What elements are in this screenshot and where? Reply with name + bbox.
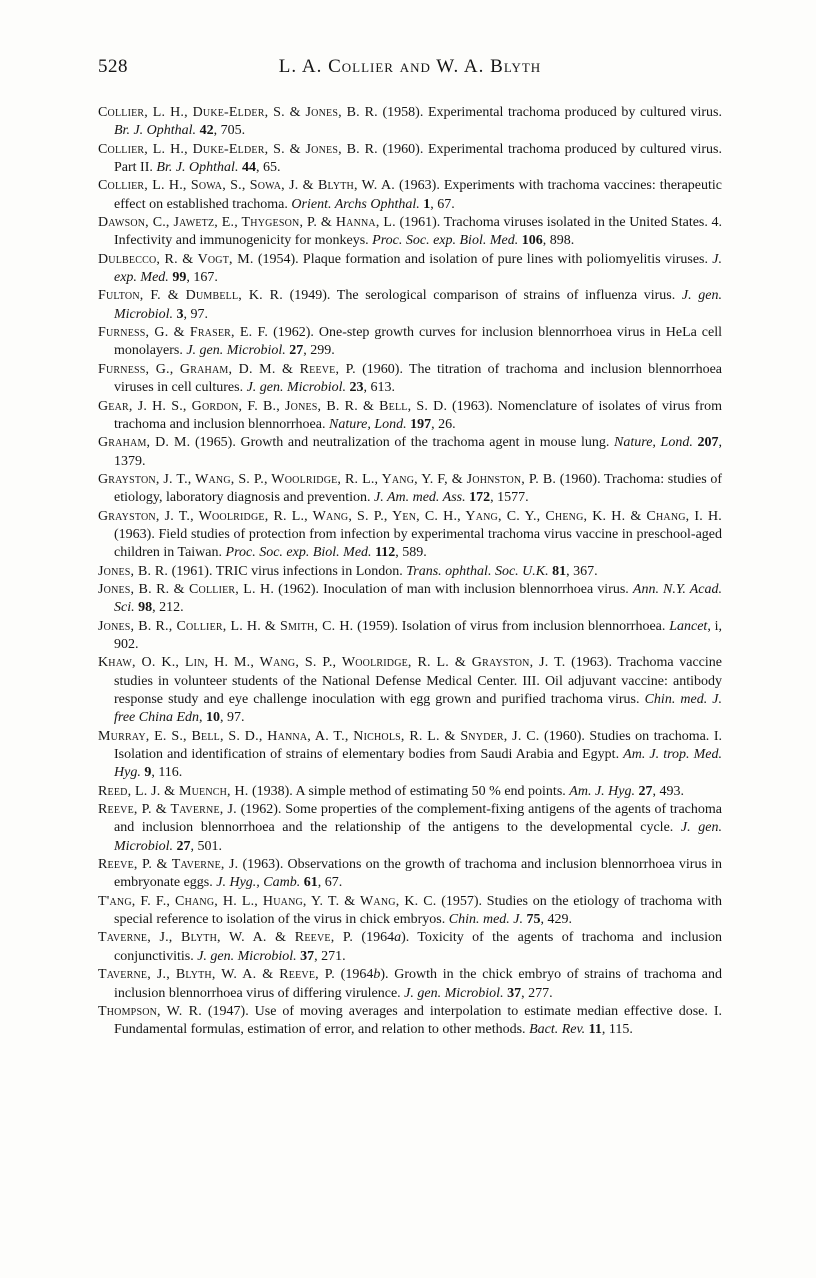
reference-segment: 99 [172, 270, 187, 286]
reference-segment: 1 [423, 196, 431, 212]
reference-segment: , 271. [314, 948, 346, 964]
reference-segment: (1962). Inoculation of man with inclusion blennorrhoea virus. [274, 581, 633, 597]
reference-segment: Jones, B. R. [98, 563, 169, 579]
reference-segment: , 898. [542, 233, 575, 249]
reference-segment: (1964 [334, 967, 374, 983]
reference-entry [98, 563, 722, 581]
reference-segment: 42 [199, 123, 214, 139]
reference-segment: J. gen. Microbiol. [404, 985, 504, 1001]
references-list [98, 104, 722, 1040]
reference-segment: , 299. [303, 343, 335, 359]
reference-segment: , 501. [190, 838, 222, 854]
reference-segment: Chin. med. J. free China Edn [114, 692, 723, 726]
reference-segment: Chin. med. J. [448, 912, 523, 928]
reference-entry [98, 728, 722, 783]
reference-segment: ). Toxicity of the agents of trachoma and inclusion conjunctivitis. [114, 930, 723, 964]
reference-segment: , 212. [152, 600, 184, 616]
reference-segment: 172 [469, 490, 491, 506]
reference-entry [98, 1003, 722, 1040]
reference-entry [98, 104, 722, 141]
reference-entry [98, 324, 722, 361]
reference-segment: Jones, B. R. & Collier, L. H. [98, 581, 275, 597]
reference-segment: J. gen. Microbiol. [197, 948, 297, 964]
reference-segment: , 67. [430, 196, 455, 212]
reference-segment: (1960). Studies on trachoma. I. Isolation and identification of strains of elementary bodies from Saudi Arabia and Egypt. [114, 728, 723, 763]
reference-segment: 106 [521, 233, 543, 249]
reference-segment: Br. J. Ophthal. [114, 123, 197, 139]
reference-entry [98, 893, 722, 930]
reference-segment: 197 [410, 416, 432, 432]
reference-segment: Gear, J. H. S., Gordon, F. B., Jones, B. R. & Bell, S. D. [98, 398, 448, 414]
reference-segment: , 277. [521, 985, 553, 1001]
reference-segment: 3 [176, 306, 184, 322]
reference-segment: Murray, E. S., Bell, S. D., Hanna, A. T., Nichols, R. L. & Snyder, J. C. [98, 728, 540, 744]
reference-segment: (1960). The titration of trachoma and inclusion blennorrhoea viruses in cell cultures. [114, 361, 723, 396]
reference-segment: Reed, L. J. & Muench, H. [98, 783, 249, 799]
reference-segment: (1961). Trachoma viruses isolated in the United States. 4. Infectivity and immunogenicity for monkeys. [114, 215, 722, 249]
reference-entry [98, 361, 722, 398]
reference-segment: 37 [300, 948, 315, 964]
reference-entry [98, 801, 722, 856]
reference-segment: 37 [507, 985, 522, 1001]
reference-entry [98, 654, 722, 727]
reference-segment: (1962). Some properties of the complement-fixing antigens of the agents of trachoma and inclusion blennorrhoea and the relationship of the antigens to the developmental cycle. [114, 802, 722, 836]
reference-segment: Reeve, P. & Taverne, J. [98, 802, 237, 818]
reference-segment: b [373, 967, 381, 983]
reference-entry [98, 471, 722, 508]
reference-segment: Trans. ophthal. Soc. U.K. [406, 563, 549, 579]
reference-segment: Reeve, P. & Taverne, J. [98, 857, 239, 873]
reference-segment: , 115. [601, 1022, 633, 1038]
reference-segment: , 705. [213, 123, 246, 139]
reference-entry [98, 141, 722, 178]
page-header [98, 56, 722, 80]
reference-segment: (1949). The serological comparison of strains of influenza virus. [282, 288, 682, 304]
reference-entry [98, 856, 722, 893]
reference-entry [98, 398, 722, 435]
reference-segment: (1947). Use of moving averages and interpolation to estimate median effective dose. I. Fundamental formulas, estimation of error, and relation to other methods. [114, 1003, 723, 1038]
reference-entry [98, 966, 722, 1003]
reference-entry [98, 177, 722, 214]
reference-segment: Jones, B. R., Collier, L. H. & Smith, C. H. [98, 618, 354, 634]
reference-segment: Taverne, J., Blyth, W. A. & Reeve, P. [98, 930, 354, 946]
reference-segment: (1963). Trachoma vaccine studies in volunteer students of the National Defense Medical Center. III. Oil adjuvant vaccine: antibody response study and eye challenge inoculation with egg grown and purified trachoma virus. [114, 655, 722, 707]
reference-segment: Khaw, O. K., Lin, H. M., Wang, S. P., Woolridge, R. L. & Grayston, J. T. [98, 655, 566, 671]
reference-segment: 81 [552, 563, 567, 579]
page-number: 528 [98, 56, 128, 77]
reference-segment: J. gen. Microbiol. [186, 343, 286, 359]
reference-segment: , 116. [151, 765, 183, 781]
reference-segment: , 589. [395, 545, 427, 561]
reference-segment: , 26. [431, 416, 456, 432]
reference-segment: , [199, 710, 207, 726]
reference-segment: ). Growth in the chick embryo of strains of trachoma and inclusion blennorrhoea virus of differing virulence. [114, 967, 723, 1001]
reference-segment: Collier, L. H., Duke-Elder, S. & Jones, B. R. [98, 141, 378, 157]
reference-segment: 9 [144, 765, 152, 781]
reference-segment: Furness, G., Graham, D. M. & Reeve, P. [98, 361, 356, 377]
reference-segment: (1957). Studies on the etiology of trachoma with special reference to isolation of the virus in chick embryos. [114, 893, 722, 928]
reference-segment: (1965). Growth and neutralization of the trachoma agent in mouse lung. [190, 435, 615, 451]
reference-segment: J. exp. Med. [114, 251, 722, 286]
reference-segment: Proc. Soc. exp. Biol. Med. [225, 545, 372, 561]
reference-segment: (1958). Experimental trachoma produced by cultured virus. [377, 105, 722, 120]
reference-segment: (1960). Trachoma: studies of etiology, laboratory diagnosis and prevention. [114, 471, 723, 506]
reference-segment: (1961). TRIC virus infections in London. [168, 563, 407, 579]
reference-segment: (1963). Field studies of protection from infection by experimental trachoma virus vaccine in preschool-aged children in Taiwan. [114, 526, 722, 561]
reference-segment: , 167. [186, 270, 218, 286]
reference-segment: (1963). Experiments with trachoma vaccines: therapeutic effect on established trachoma. [114, 178, 722, 212]
reference-segment: Collier, L. H., Duke-Elder, S. & Jones, B. R. [98, 105, 378, 120]
reference-segment: Nature, Lond. [614, 435, 693, 451]
reference-segment: , 67. [317, 875, 343, 891]
reference-segment: (1963). Observations on the growth of trachoma and inclusion blennorrhoea virus in embryonate eggs. [114, 857, 722, 891]
reference-segment: Am. J. trop. Med. Hyg. [114, 747, 722, 781]
reference-segment: 44 [241, 160, 256, 176]
reference-segment: Grayston, J. T., Woolridge, R. L., Wang, S. P., Yen, C. H., Yang, C. Y., Cheng, K. H. & Chang, I. H. [98, 508, 722, 524]
reference-segment: J. gen. Microbiol. [114, 288, 722, 322]
reference-segment: J. gen. Microbiol. [246, 380, 346, 396]
reference-segment: Grayston, J. T., Wang, S. P., Woolridge, R. L., Yang, Y. F, & Johnston, P. B. [98, 471, 557, 487]
reference-entry [98, 251, 722, 288]
reference-segment: 23 [349, 380, 364, 396]
reference-segment: , 1577. [490, 490, 529, 506]
reference-segment: 75 [526, 912, 541, 928]
reference-entry [98, 287, 722, 324]
reference-segment: , 97. [220, 710, 245, 726]
reference-segment: Taverne, J., Blyth, W. A. & Reeve, P. [98, 967, 335, 983]
reference-segment: Dawson, C., Jawetz, E., Thygeson, P. & Hanna, L. [98, 215, 396, 231]
reference-segment: , 429. [540, 912, 572, 928]
reference-segment: 61 [303, 875, 318, 891]
reference-segment: Fulton, F. & Dumbell, K. R. [98, 288, 283, 304]
reference-entry [98, 783, 722, 801]
reference-segment: J. Am. med. Ass. [373, 490, 466, 506]
reference-segment: (1938). A simple method of estimating 50 % end points. [248, 783, 570, 799]
reference-segment: Collier, L. H., Sowa, S., Sowa, J. & Blyth, W. A. [98, 178, 395, 194]
reference-entry [98, 581, 722, 618]
reference-segment: Lancet [669, 618, 708, 634]
reference-segment: (1964 [353, 930, 395, 946]
reference-segment: 27 [638, 783, 653, 799]
reference-segment: T'ang, F. F., Chang, H. L., Huang, Y. T. & Wang, K. C. [98, 893, 437, 909]
reference-segment: 207 [697, 435, 719, 451]
reference-segment: , 97. [183, 306, 208, 322]
reference-segment: , 493. [652, 783, 684, 799]
reference-segment: 27 [176, 838, 191, 854]
reference-segment: 10 [206, 710, 221, 726]
reference-segment: J. gen. Microbiol. [114, 820, 722, 854]
reference-segment: , 65. [255, 160, 281, 176]
reference-segment: (1954). Plaque formation and isolation of pure lines with poliomyelitis viruses. [253, 251, 713, 267]
reference-segment: Orient. Archs Ophthal. [291, 196, 420, 212]
reference-segment: 98 [138, 600, 153, 616]
reference-segment: , 1379. [114, 435, 723, 469]
reference-entry [98, 618, 722, 655]
reference-segment: (1962). One-step growth curves for inclusion blennorrhoea virus in HeLa cell monolayers. [114, 325, 723, 359]
reference-segment: Br. J. Ophthal. [156, 160, 239, 176]
reference-segment: a [394, 930, 402, 946]
running-title: L. A. Collier and W. A. Blyth [278, 56, 542, 77]
reference-segment: , 367. [566, 563, 598, 579]
reference-segment: Ann. N.Y. Acad. Sci. [114, 581, 722, 616]
reference-segment: Thompson, W. R. [98, 1003, 202, 1019]
reference-entry [98, 508, 722, 563]
reference-segment: , 613. [363, 380, 395, 396]
reference-segment: Dulbecco, R. & Vogt, M. [98, 251, 254, 267]
reference-entry [98, 214, 722, 251]
reference-entry [98, 434, 722, 471]
reference-entry [98, 929, 722, 966]
reference-segment: Graham, D. M. [98, 435, 191, 451]
reference-segment: (1963). Nomenclature of isolates of virus from trachoma and inclusion blennorrhoea. [114, 398, 722, 432]
reference-segment: , i, 902. [114, 618, 723, 652]
reference-segment: Proc. Soc. exp. Biol. Med. [372, 233, 519, 249]
reference-segment: (1960). Experimental trachoma produced by cultured virus. Part II. [114, 141, 722, 176]
reference-segment: Nature, Lond. [328, 416, 407, 432]
reference-segment: Furness, G. & Fraser, E. F. [98, 325, 269, 341]
reference-segment: 11 [588, 1022, 602, 1038]
reference-segment: Bact. Rev. [529, 1022, 586, 1038]
reference-segment: 112 [375, 545, 396, 561]
reference-segment: J. Hyg., Camb. [216, 875, 301, 891]
reference-segment: (1959). Isolation of virus from inclusion blennorrhoea. [353, 618, 670, 634]
reference-segment: 27 [289, 343, 304, 359]
reference-segment: Am. J. Hyg. [569, 783, 635, 799]
